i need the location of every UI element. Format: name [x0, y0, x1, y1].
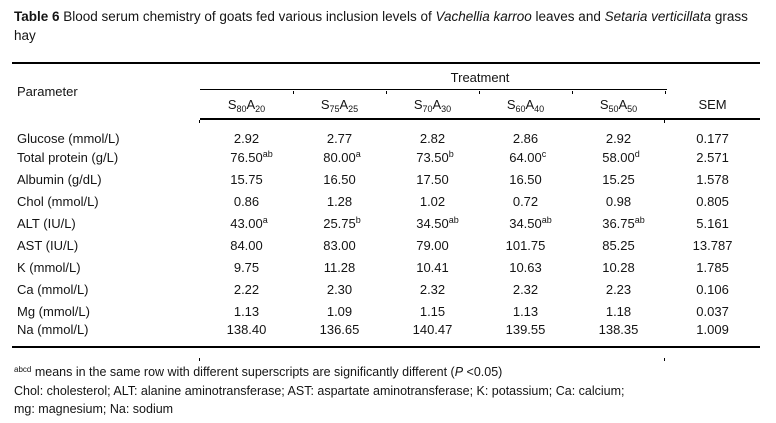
header-text: S [599, 97, 609, 112]
value-text: 2.23 [605, 281, 632, 297]
value-text: 10.28 [602, 259, 635, 275]
subscript: 50 [627, 104, 638, 114]
value-text: 15.75 [230, 171, 263, 187]
table-caption-text-2: leaves and [531, 9, 605, 24]
value-cell: 80.00$^a$ [323, 148, 361, 165]
value-cell [293, 234, 386, 256]
sem-cell: 0.177 [696, 131, 729, 146]
table-caption-species-1: Vachellia karroo [435, 9, 532, 24]
serum-chemistry-table [12, 62, 760, 348]
value-text: 1.09 [326, 303, 353, 319]
table-caption-text-1: Blood serum chemistry of goats fed various inclusion levels of [59, 9, 436, 24]
table-row [12, 300, 760, 322]
value-text: 2.77 [326, 131, 353, 146]
table-body [12, 119, 760, 347]
value-cell [293, 322, 386, 347]
value-text: 1.02 [419, 193, 446, 209]
subscript: 80 [236, 104, 247, 114]
value-text: 10.41 [416, 259, 449, 275]
sem-cell: 13.787 [692, 237, 733, 253]
table-header [12, 63, 760, 119]
value-cell [200, 256, 293, 278]
row-label: Glucose (mmol/L) [17, 130, 120, 146]
value-cell [293, 190, 386, 212]
header-text: A [339, 97, 349, 112]
sem-cell: 1.578 [696, 171, 729, 187]
value-text: 1.13 [233, 303, 260, 319]
value-cell: 73.50$^b$ [416, 148, 454, 165]
value-cell [200, 322, 293, 347]
value-text: 2.82 [419, 131, 446, 146]
column-group-treatment [200, 63, 760, 91]
value-cell [572, 119, 665, 146]
value-cell [386, 256, 479, 278]
treatment-underline-rule [200, 89, 667, 91]
value-text: 1.28 [326, 193, 353, 209]
value-text: 2.86 [512, 131, 539, 146]
value-cell [479, 190, 572, 212]
value-text: 9.75 [233, 259, 260, 275]
value-cell [386, 119, 479, 146]
value-text: 16.50 [509, 171, 542, 187]
table-row [12, 278, 760, 300]
value-text: 0.72 [512, 193, 539, 209]
value-text: 25.75 [323, 215, 356, 231]
value-cell [572, 322, 665, 347]
table-row [12, 234, 760, 256]
value-cell [479, 168, 572, 190]
value-text: 101.75 [505, 237, 546, 253]
column-header-s70a30 [386, 91, 479, 119]
value-text: 0.86 [233, 193, 260, 209]
column-header-s50a50 [572, 91, 665, 119]
value-text: 139.55 [505, 322, 546, 337]
border-tick [199, 120, 200, 123]
value-cell: 58.00$^d$ [602, 148, 640, 165]
row-label: Albumin (g/dL) [17, 171, 102, 187]
value-cell: 36.75$^{ab}$ [602, 214, 645, 231]
sem-cell: 1.009 [696, 322, 729, 337]
column-header-parameter: Parameter [17, 84, 78, 99]
subscript: 50 [608, 104, 619, 114]
value-cell: 25.75$^b$ [323, 214, 361, 231]
value-cell [386, 168, 479, 190]
value-text: 10.63 [509, 259, 542, 275]
value-text: 83.00 [323, 237, 356, 253]
value-text: 76.50 [230, 149, 263, 165]
value-cell [200, 278, 293, 300]
value-text: 17.50 [416, 171, 449, 187]
header-text: A [432, 97, 442, 112]
row-label: K (mmol/L) [17, 259, 81, 275]
value-text: 36.75 [602, 215, 635, 231]
value-text: 138.35 [598, 322, 639, 337]
value-text: 140.47 [412, 322, 453, 337]
row-label: Mg (mmol/L) [17, 303, 90, 319]
value-text: 15.25 [602, 171, 635, 187]
value-text: 16.50 [323, 171, 356, 187]
value-text: 34.50 [509, 215, 542, 231]
value-cell [479, 119, 572, 146]
row-label: Chol (mmol/L) [17, 193, 99, 209]
table-row [12, 168, 760, 190]
value-text: 34.50 [416, 215, 449, 231]
value-cell [200, 168, 293, 190]
table-footnotes [14, 361, 770, 419]
border-tick [664, 120, 665, 123]
value-cell [572, 234, 665, 256]
header-text: S [506, 97, 516, 112]
value-cell [479, 234, 572, 256]
column-header-s75a25 [293, 91, 386, 119]
value-text: 0.98 [605, 193, 632, 209]
column-header-s80a20 [200, 91, 293, 119]
subscript: 40 [534, 104, 545, 114]
value-cell [293, 256, 386, 278]
value-text: 2.32 [419, 281, 446, 297]
value-text: 11.28 [323, 259, 356, 275]
value-cell [386, 278, 479, 300]
table-row [12, 190, 760, 212]
sem-cell: 5.161 [696, 215, 729, 231]
value-cell [386, 190, 479, 212]
row-label: Ca (mmol/L) [17, 281, 89, 297]
value-cell [293, 119, 386, 146]
value-cell [293, 168, 386, 190]
value-text: 73.50 [416, 149, 449, 165]
value-cell [200, 119, 293, 146]
value-cell: 76.50$^{ab}$ [230, 148, 273, 165]
sem-cell: 0.106 [696, 281, 729, 297]
value-text: 138.40 [226, 322, 267, 337]
value-text: 58.00 [602, 149, 635, 165]
value-cell [200, 234, 293, 256]
footnote-p-italic: P [454, 365, 464, 379]
value-cell: 34.50$^{ab}$ [416, 214, 459, 231]
column-header-s60a40 [479, 91, 572, 119]
value-cell: 43.00$^a$ [230, 214, 268, 231]
table-caption [14, 8, 766, 45]
value-cell [293, 278, 386, 300]
value-cell [293, 300, 386, 322]
value-text: 2.30 [326, 281, 353, 297]
value-cell [386, 234, 479, 256]
sem-cell: 0.037 [696, 303, 729, 319]
value-text: 136.65 [319, 322, 360, 337]
value-text: 1.15 [419, 303, 446, 319]
value-cell [572, 300, 665, 322]
table-caption-text-3: grass hay [14, 9, 748, 43]
subscript: 70 [422, 104, 433, 114]
header-text: A [525, 97, 535, 112]
footnote-text-end: <0.05) [463, 365, 503, 379]
sem-cell: 2.571 [696, 149, 729, 165]
subscript: 30 [441, 104, 452, 114]
subscript: 25 [348, 104, 359, 114]
value-text: 84.00 [230, 237, 263, 253]
sem-cell: 1.785 [696, 259, 729, 275]
header-text: S [320, 97, 330, 112]
column-header-sem: SEM [665, 91, 760, 119]
value-cell [479, 322, 572, 347]
value-cell [479, 278, 572, 300]
header-text: A [246, 97, 256, 112]
value-text: 2.32 [512, 281, 539, 297]
value-text: 2.22 [233, 281, 260, 297]
subscript: 60 [515, 104, 526, 114]
footnote-abbreviations-1: Chol: cholesterol; ALT: alanine aminotransferase; AST: aspartate aminotransferase; K: potassium; Ca: calcium; [14, 383, 625, 398]
header-row-treatment [12, 63, 760, 91]
value-cell [572, 190, 665, 212]
value-cell [200, 300, 293, 322]
value-cell: 64.00$^c$ [509, 148, 547, 165]
value-text: 85.25 [602, 237, 635, 253]
value-cell [200, 190, 293, 212]
footnote-significance [14, 361, 770, 382]
value-cell: 34.50$^{ab}$ [509, 214, 552, 231]
value-cell [386, 322, 479, 347]
row-label: Total protein (g/L) [17, 149, 119, 165]
value-cell [386, 300, 479, 322]
table-caption-number: Table 6 [14, 9, 60, 24]
table-row [12, 322, 760, 347]
value-text: 1.13 [512, 303, 539, 319]
table-caption-species-2: Setaria verticillata [604, 9, 712, 24]
value-cell [572, 168, 665, 190]
footnote-superscript: abcd [14, 365, 32, 374]
footnote-text: means in the same row with different superscripts are significantly different ( [31, 365, 455, 379]
value-text: 2.92 [605, 131, 632, 146]
footnote-abbreviations-2: mg: magnesium; Na: sodium [14, 402, 174, 416]
value-text: 43.00 [230, 215, 263, 231]
header-text: A [618, 97, 628, 112]
header-text: S [227, 97, 237, 112]
value-cell [479, 300, 572, 322]
table-row [12, 146, 760, 168]
value-text: 80.00 [323, 149, 356, 165]
treatment-group-label: Treatment [450, 70, 510, 85]
subscript: 20 [255, 104, 266, 114]
row-label: ALT (IU/L) [17, 215, 76, 231]
sem-cell: 0.805 [696, 193, 729, 209]
value-text: 79.00 [416, 237, 449, 253]
header-text: S [413, 97, 423, 112]
value-cell [479, 256, 572, 278]
table-row [12, 119, 760, 146]
value-cell [572, 278, 665, 300]
value-text: 2.92 [233, 131, 260, 146]
row-label: AST (IU/L) [17, 237, 79, 253]
subscript: 75 [329, 104, 340, 114]
table-row [12, 256, 760, 278]
value-text: 1.18 [605, 303, 632, 319]
value-cell [572, 256, 665, 278]
table-row [12, 212, 760, 234]
row-label: Na (mmol/L) [17, 322, 89, 337]
value-text: 64.00 [509, 149, 542, 165]
